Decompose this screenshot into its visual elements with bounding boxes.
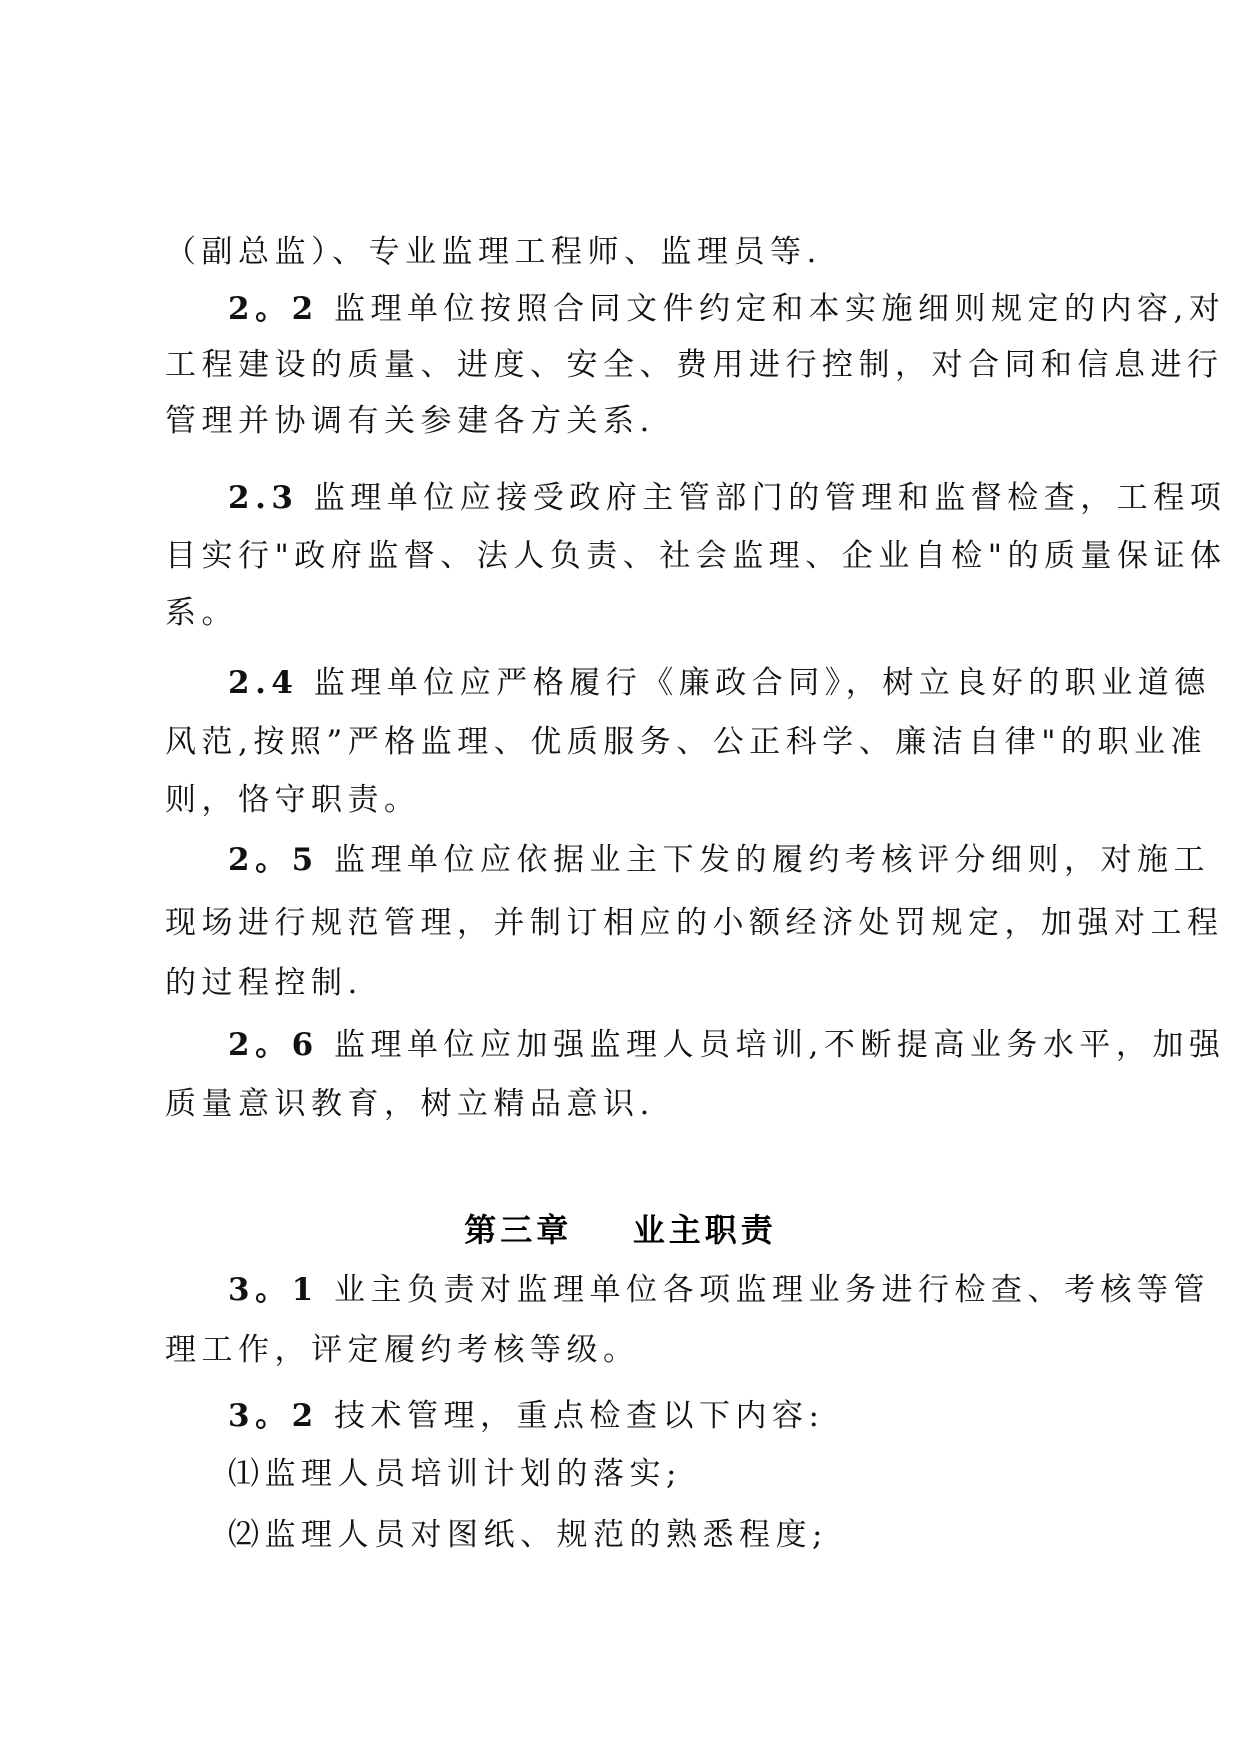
clause-number: 2。5 (228, 842, 319, 878)
clause-number: 2.3 (228, 480, 299, 516)
paragraph-2-6-line-1 (228, 1025, 1226, 1065)
paragraph-text: 监理单位应接受政府主管部门的管理和监督检查，工程项 (313, 480, 1227, 516)
paragraph-text: 监理单位应加强监理人员培训,不断提高业务水平，加强 (334, 1027, 1226, 1063)
clause-number: 2。2 (228, 291, 319, 327)
paragraph-text: 监理单位按照合同文件约定和本实施细则规定的内容,对 (334, 291, 1226, 327)
clause-number: 2.4 (228, 665, 299, 701)
paragraph-2-4-line-2: 风范,按照”严格监理、优质服务、公正科学、廉洁自律"的职业准 (165, 724, 1207, 760)
paragraph-3-1-line-1 (228, 1270, 1210, 1310)
paragraph-2-3-line-2: 目实行"政府监督、法人负责、社会监理、企业自检"的质量保证体 (165, 538, 1227, 574)
paragraph-3-1-line-2: 理工作，评定履约考核等级。 (165, 1332, 640, 1368)
clause-number: 2。6 (228, 1027, 319, 1063)
paragraph-text: 技术管理，重点检查以下内容: (334, 1398, 825, 1434)
paragraph-2-3-line-1 (228, 478, 1227, 518)
paragraph-2-2-line-2: 工程建设的质量、进度、安全、费用进行控制，对合同和信息进行 (165, 347, 1224, 383)
paragraph-2-5-line-2: 现场进行规范管理，并制订相应的小额经济处罚规定，加强对工程 (165, 905, 1224, 941)
paragraph-2-2-line-3: 管理并协调有关参建各方关系. (165, 403, 655, 439)
paragraph-text: 监理单位应严格履行《廉政合同》，树立良好的职业道德 (313, 665, 1211, 701)
paragraph-3-2-line-1 (228, 1396, 1118, 1436)
paragraph-2-5-line-1 (228, 840, 1210, 880)
paragraph-2-2-line-1 (228, 289, 1226, 329)
paragraph-2-4-line-1 (228, 663, 1211, 703)
paragraph-2-5-line-3: 的过程控制. (165, 965, 363, 1001)
paragraph-text: 监理单位应依据业主下发的履约考核评分细则，对施工 (334, 842, 1210, 878)
paragraph-2-3-line-3: 系。 (165, 595, 238, 631)
clause-number: 3。2 (228, 1398, 319, 1434)
paragraph-text: 业主负责对监理单位各项监理业务进行检查、考核等管 (334, 1272, 1210, 1308)
paragraph-2-4-line-3: 则，恪守职责。 (165, 782, 421, 818)
clause-number: 3。1 (228, 1272, 319, 1308)
paragraph-2-6-line-2: 质量意识教育，树立精品意识. (165, 1086, 655, 1122)
list-item: ⑴监理人员培训计划的落实; (228, 1456, 682, 1492)
list-item: ⑵监理人员对图纸、规范的熟悉程度; (228, 1517, 828, 1553)
chapter-heading: 第三章 业主职责 (464, 1211, 777, 1249)
paragraph-2-1-continuation: （副总监）、专业监理工程师、监理员等. (165, 234, 822, 270)
